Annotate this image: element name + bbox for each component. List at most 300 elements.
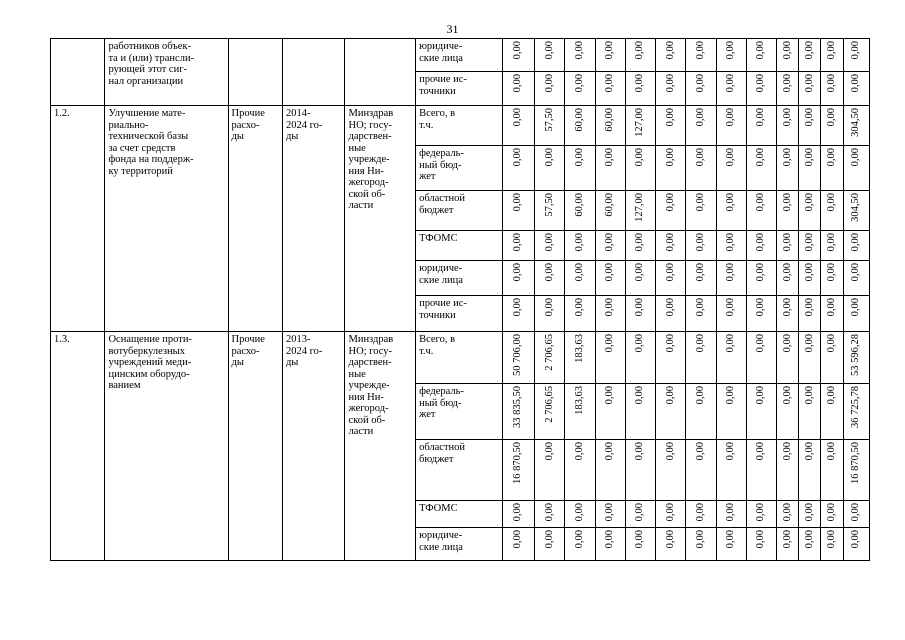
value-text: 0,00	[573, 263, 585, 282]
value-cell	[746, 106, 776, 146]
value-cell	[746, 332, 776, 384]
value-cell	[535, 440, 565, 501]
value-cell	[686, 261, 716, 296]
value-text: 0,00	[826, 108, 838, 127]
value-text: 0,00	[634, 148, 646, 167]
value-cell	[716, 106, 746, 146]
value-cell	[777, 39, 799, 72]
value-cell	[656, 231, 686, 261]
value-cell	[656, 384, 686, 440]
value-cell	[843, 146, 869, 191]
cost-type-cell: Прочие расхо- ды	[228, 106, 282, 332]
value-cell	[686, 296, 716, 332]
value-text: 0,00	[755, 108, 767, 127]
value-text: 16 870,50	[850, 442, 862, 484]
value-cell	[799, 261, 821, 296]
value-cell	[656, 261, 686, 296]
value-text: 0,00	[781, 233, 793, 252]
value-text: 0,00	[573, 442, 585, 461]
value-cell	[821, 261, 843, 296]
value-cell	[799, 72, 821, 106]
value-text: 127,00	[634, 108, 646, 137]
value-text: 0,00	[826, 263, 838, 282]
value-cell	[625, 146, 655, 191]
value-cell	[746, 39, 776, 72]
item-description-cell: Оснащение проти- вотуберкулезных учреждений меди- цинским оборудо- ванием	[105, 332, 228, 561]
value-text: 60,00	[573, 193, 585, 217]
value-text: 0,00	[664, 503, 676, 522]
value-cell	[535, 146, 565, 191]
value-cell	[821, 231, 843, 261]
value-text: 0,00	[781, 442, 793, 461]
value-text: 0,00	[512, 263, 524, 282]
value-cell	[716, 146, 746, 191]
value-cell	[565, 384, 595, 440]
value-cell	[502, 231, 534, 261]
value-text: 0,00	[803, 148, 815, 167]
funding-source-cell: юридиче- ские лица	[416, 261, 503, 296]
funding-source-cell: юридиче- ские лица	[416, 528, 503, 561]
value-cell	[821, 72, 843, 106]
value-text: 304,50	[850, 193, 862, 222]
value-cell	[843, 106, 869, 146]
value-text: 0,00	[781, 108, 793, 127]
value-text: 0,00	[725, 233, 737, 252]
value-text: 0,00	[694, 386, 706, 405]
value-cell	[535, 231, 565, 261]
value-cell	[535, 528, 565, 561]
value-cell	[656, 501, 686, 528]
value-cell	[843, 72, 869, 106]
value-cell	[799, 231, 821, 261]
value-text: 0,00	[755, 41, 767, 60]
value-cell	[502, 39, 534, 72]
value-text: 0,00	[543, 41, 555, 60]
value-text: 0,00	[803, 530, 815, 549]
value-cell	[843, 528, 869, 561]
value-cell	[625, 440, 655, 501]
value-text: 0,00	[604, 263, 616, 282]
value-text: 0,00	[573, 41, 585, 60]
value-text: 0,00	[850, 298, 862, 317]
value-cell	[502, 146, 534, 191]
value-cell	[502, 106, 534, 146]
value-text: 0,00	[850, 148, 862, 167]
value-cell	[777, 296, 799, 332]
value-text: 0,00	[634, 386, 646, 405]
value-cell	[625, 384, 655, 440]
value-text: 0,00	[781, 334, 793, 353]
value-cell	[535, 384, 565, 440]
value-text: 0,00	[664, 530, 676, 549]
value-cell	[716, 231, 746, 261]
value-text: 57,50	[543, 108, 555, 132]
value-cell	[595, 440, 625, 501]
value-cell	[716, 332, 746, 384]
value-cell	[656, 440, 686, 501]
value-text: 0,00	[664, 74, 676, 93]
value-cell	[843, 296, 869, 332]
cost-type-cell: Прочие расхо- ды	[228, 332, 282, 561]
value-text: 0,00	[634, 503, 646, 522]
value-text: 0,00	[781, 263, 793, 282]
value-cell	[821, 146, 843, 191]
value-text: 0,00	[604, 233, 616, 252]
value-text: 0,00	[725, 74, 737, 93]
value-text: 0,00	[850, 530, 862, 549]
value-text: 0,00	[604, 148, 616, 167]
funding-source-cell: ТФОМС	[416, 501, 503, 528]
value-text: 0,00	[694, 263, 706, 282]
value-text: 0,00	[725, 41, 737, 60]
value-cell	[746, 146, 776, 191]
value-text: 0,00	[664, 386, 676, 405]
value-cell	[595, 501, 625, 528]
value-cell	[686, 332, 716, 384]
funding-source-cell: федераль- ный бюд- жет	[416, 146, 503, 191]
value-text: 0,00	[543, 263, 555, 282]
value-text: 60,00	[604, 108, 616, 132]
value-text: 0,00	[694, 503, 706, 522]
value-cell	[595, 528, 625, 561]
value-cell	[595, 384, 625, 440]
value-cell	[656, 296, 686, 332]
value-cell	[746, 384, 776, 440]
value-cell	[799, 296, 821, 332]
value-text: 0,00	[694, 334, 706, 353]
table-row	[51, 39, 870, 72]
value-text: 0,00	[543, 148, 555, 167]
value-text: 0,00	[725, 386, 737, 405]
value-text: 0,00	[604, 530, 616, 549]
value-text: 0,00	[634, 530, 646, 549]
value-cell	[716, 191, 746, 231]
value-text: 0,00	[573, 148, 585, 167]
value-text: 53 596,28	[850, 334, 862, 376]
value-text: 0,00	[694, 148, 706, 167]
value-cell	[686, 39, 716, 72]
value-cell	[502, 384, 534, 440]
value-text: 127,00	[634, 193, 646, 222]
value-text: 0,00	[725, 442, 737, 461]
value-text: 0,00	[512, 193, 524, 212]
value-cell	[686, 528, 716, 561]
value-cell	[799, 528, 821, 561]
value-cell	[595, 72, 625, 106]
value-cell	[625, 231, 655, 261]
value-text: 0,00	[573, 298, 585, 317]
value-cell	[821, 501, 843, 528]
value-text: 0,00	[803, 442, 815, 461]
value-cell	[656, 106, 686, 146]
value-cell	[777, 261, 799, 296]
value-cell	[686, 72, 716, 106]
value-text: 0,00	[725, 503, 737, 522]
value-cell	[821, 384, 843, 440]
cost-type-cell	[228, 39, 282, 106]
value-text: 0,00	[512, 148, 524, 167]
value-cell	[595, 39, 625, 72]
value-text: 0,00	[543, 298, 555, 317]
value-cell	[821, 332, 843, 384]
value-cell	[821, 39, 843, 72]
value-cell	[746, 501, 776, 528]
value-text: 0,00	[781, 74, 793, 93]
value-text: 0,00	[781, 530, 793, 549]
value-cell	[565, 191, 595, 231]
value-cell	[595, 231, 625, 261]
value-cell	[746, 261, 776, 296]
value-cell	[716, 528, 746, 561]
value-text: 0,00	[826, 503, 838, 522]
value-cell	[686, 231, 716, 261]
value-text: 0,00	[826, 386, 838, 405]
value-cell	[716, 261, 746, 296]
value-text: 0,00	[725, 334, 737, 353]
value-cell	[843, 384, 869, 440]
value-cell	[595, 191, 625, 231]
value-text: 0,00	[781, 386, 793, 405]
value-text: 0,00	[781, 298, 793, 317]
value-text: 0,00	[803, 108, 815, 127]
value-text: 0,00	[694, 298, 706, 317]
value-cell	[535, 72, 565, 106]
value-cell	[565, 39, 595, 72]
value-cell	[595, 296, 625, 332]
executor-cell	[345, 39, 416, 106]
value-text: 0,00	[725, 530, 737, 549]
value-text: 304,50	[850, 108, 862, 137]
value-cell	[746, 440, 776, 501]
value-cell	[777, 501, 799, 528]
value-cell	[821, 191, 843, 231]
period-cell: 2014- 2024 го- ды	[282, 106, 345, 332]
value-cell	[565, 261, 595, 296]
value-text: 0,00	[543, 503, 555, 522]
value-text: 0,00	[634, 41, 646, 60]
value-text: 0,00	[543, 530, 555, 549]
value-text: 60,00	[573, 108, 585, 132]
value-cell	[565, 146, 595, 191]
value-cell	[686, 191, 716, 231]
funding-source-cell: федераль- ный бюд- жет	[416, 384, 503, 440]
value-cell	[843, 501, 869, 528]
value-text: 0,00	[725, 263, 737, 282]
value-cell	[535, 39, 565, 72]
value-text: 0,00	[573, 503, 585, 522]
value-text: 0,00	[634, 298, 646, 317]
value-text: 0,00	[512, 108, 524, 127]
executor-cell: Минздрав НО; госу- дарствен- ные учрежде- ния Ни- жегород- ской об- ласти	[345, 106, 416, 332]
value-text: 0,00	[826, 193, 838, 212]
funding-source-cell: прочие ис- точники	[416, 72, 503, 106]
value-cell	[746, 296, 776, 332]
value-text: 0,00	[803, 263, 815, 282]
value-text: 0,00	[573, 233, 585, 252]
value-cell	[821, 106, 843, 146]
value-cell	[595, 146, 625, 191]
value-text: 0,00	[850, 263, 862, 282]
value-text: 0,00	[512, 74, 524, 93]
value-text: 0,00	[694, 442, 706, 461]
value-text: 0,00	[826, 298, 838, 317]
value-cell	[625, 528, 655, 561]
value-text: 0,00	[850, 74, 862, 93]
value-cell	[777, 332, 799, 384]
value-text: 0,00	[512, 233, 524, 252]
value-cell	[716, 296, 746, 332]
value-cell	[746, 231, 776, 261]
value-cell	[746, 528, 776, 561]
funding-source-cell: областной бюджет	[416, 440, 503, 501]
value-text: 0,00	[512, 530, 524, 549]
value-cell	[502, 296, 534, 332]
period-cell	[282, 39, 345, 106]
item-description-cell: Улучшение мате- риально- технической базы за счет средств фонда на поддерж- ку территорий	[105, 106, 228, 332]
value-text: 0,00	[573, 530, 585, 549]
value-cell	[799, 501, 821, 528]
value-text: 0,00	[694, 193, 706, 212]
value-text: 0,00	[781, 148, 793, 167]
value-text: 0,00	[664, 233, 676, 252]
value-cell	[565, 72, 595, 106]
value-text: 0,00	[694, 233, 706, 252]
value-cell	[777, 231, 799, 261]
item-description-cell: работников объек- та и (или) трансли- рующей этот сиг- нал организации	[105, 39, 228, 106]
value-cell	[502, 528, 534, 561]
item-number-cell: 1.2.	[51, 106, 105, 332]
value-cell	[686, 146, 716, 191]
value-cell	[821, 296, 843, 332]
value-cell	[716, 384, 746, 440]
value-cell	[843, 191, 869, 231]
value-text: 0,00	[664, 148, 676, 167]
value-cell	[686, 106, 716, 146]
value-cell	[799, 384, 821, 440]
value-cell	[656, 146, 686, 191]
value-cell	[595, 106, 625, 146]
funding-source-cell: прочие ис- точники	[416, 296, 503, 332]
value-text: 0,00	[725, 193, 737, 212]
value-cell	[777, 72, 799, 106]
value-cell	[746, 72, 776, 106]
value-cell	[799, 39, 821, 72]
value-cell	[716, 39, 746, 72]
table-row	[51, 106, 870, 146]
value-cell	[502, 332, 534, 384]
value-text: 0,00	[826, 233, 838, 252]
value-text: 0,00	[850, 503, 862, 522]
value-cell	[535, 332, 565, 384]
value-cell	[799, 146, 821, 191]
value-cell	[777, 384, 799, 440]
value-text: 0,00	[664, 41, 676, 60]
value-cell	[502, 501, 534, 528]
value-text: 33 835,50	[512, 386, 524, 428]
value-text: 36 725,78	[850, 386, 862, 428]
value-text: 0,00	[755, 148, 767, 167]
value-cell	[777, 191, 799, 231]
value-text: 0,00	[755, 442, 767, 461]
value-cell	[595, 261, 625, 296]
value-text: 0,00	[512, 298, 524, 317]
value-text: 0,00	[755, 334, 767, 353]
value-cell	[843, 332, 869, 384]
value-cell	[777, 106, 799, 146]
value-cell	[625, 72, 655, 106]
value-cell	[686, 440, 716, 501]
funding-source-cell: ТФОМС	[416, 231, 503, 261]
value-text: 0,00	[826, 41, 838, 60]
value-cell	[535, 501, 565, 528]
item-number-cell	[51, 39, 105, 106]
value-cell	[777, 440, 799, 501]
value-cell	[565, 106, 595, 146]
funding-source-cell: юридиче- ские лица	[416, 39, 503, 72]
value-text: 0,00	[803, 74, 815, 93]
value-cell	[799, 440, 821, 501]
value-cell	[565, 440, 595, 501]
value-text: 0,00	[604, 442, 616, 461]
value-cell	[821, 528, 843, 561]
value-cell	[656, 332, 686, 384]
value-text: 0,00	[803, 298, 815, 317]
value-text: 0,00	[604, 41, 616, 60]
value-cell	[625, 296, 655, 332]
value-cell	[502, 72, 534, 106]
value-text: 0,00	[781, 503, 793, 522]
value-text: 0,00	[755, 193, 767, 212]
funding-source-cell: областной бюджет	[416, 191, 503, 231]
value-text: 0,00	[543, 74, 555, 93]
funding-source-cell: Всего, в т.ч.	[416, 332, 503, 384]
value-cell	[843, 261, 869, 296]
table-row	[51, 332, 870, 384]
value-cell	[843, 231, 869, 261]
value-text: 0,00	[803, 193, 815, 212]
value-text: 0,00	[826, 334, 838, 353]
value-text: 0,00	[604, 74, 616, 93]
value-text: 0,00	[634, 334, 646, 353]
value-cell	[535, 106, 565, 146]
value-cell	[686, 384, 716, 440]
value-text: 0,00	[781, 193, 793, 212]
value-text: 2 706,65	[543, 334, 555, 371]
value-text: 0,00	[604, 298, 616, 317]
value-cell	[565, 501, 595, 528]
value-cell	[565, 231, 595, 261]
value-text: 0,00	[725, 108, 737, 127]
value-cell	[799, 332, 821, 384]
value-cell	[625, 106, 655, 146]
value-cell	[686, 501, 716, 528]
value-text: 0,00	[850, 41, 862, 60]
value-cell	[799, 191, 821, 231]
value-text: 0,00	[664, 334, 676, 353]
value-cell	[625, 261, 655, 296]
value-text: 183,63	[573, 386, 585, 415]
item-number-cell: 1.3.	[51, 332, 105, 561]
value-text: 0,00	[826, 442, 838, 461]
value-text: 0,00	[781, 41, 793, 60]
value-text: 0,00	[634, 263, 646, 282]
value-text: 0,00	[664, 263, 676, 282]
value-text: 0,00	[850, 233, 862, 252]
value-text: 0,00	[634, 442, 646, 461]
value-text: 0,00	[694, 530, 706, 549]
value-cell	[716, 440, 746, 501]
value-text: 16 870,50	[512, 442, 524, 484]
